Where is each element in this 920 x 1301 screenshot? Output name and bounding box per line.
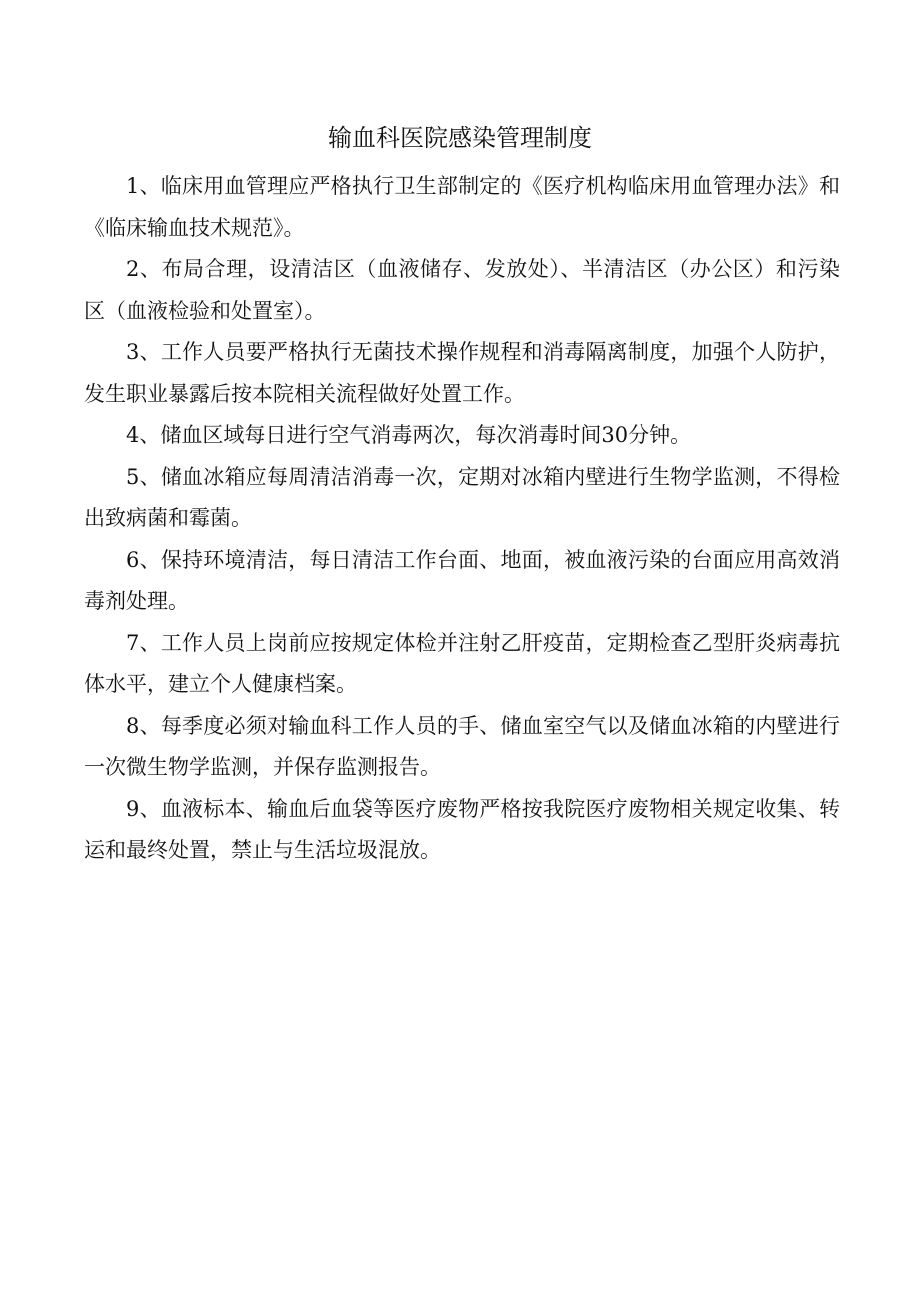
paragraph-8: 8、每季度必须对输血科工作人员的手、储血室空气以及储血冰箱的内壁进行一次微生物学监测，并保存监测报告。 [84,713,840,779]
paragraph-3: 3、工作人员要严格执行无菌技术操作规程和消毒隔离制度，加强个人防护，发生职业暴露后按本院相关流程做好处置工作。 [84,340,840,406]
paragraph-5: 5、储血冰箱应每周清洁消毒一次，定期对冰箱内壁进行生物学监测，不得检出致病菌和霉菌。 [84,464,840,530]
paragraph-6: 6、保持环境清洁，每日清洁工作台面、地面，被血液污染的台面应用高效消毒剂处理。 [84,547,840,613]
paragraph-1: 1、临床用血管理应严格执行卫生部制定的《医疗机构临床用血管理办法》和《临床输血技术规范》。 [84,174,840,240]
paragraph-4: 4、储血区域每日进行空气消毒两次，每次消毒时间30分钟。 [126,423,692,447]
paragraph-2: 2、布局合理，设清洁区（血液储存、发放处）、半清洁区（办公区）和污染区（血液检验和处置室）。 [84,257,840,323]
document-body [84,166,840,872]
paragraph-9: 9、血液标本、输血后血袋等医疗废物严格按我院医疗废物相关规定收集、转运和最终处置，禁止与生活垃圾混放。 [84,796,840,862]
paragraph-7: 7、工作人员上岗前应按规定体检并注射乙肝疫苗，定期检查乙型肝炎病毒抗体水平，建立个人健康档案。 [84,630,840,696]
document-title: 输血科医院感染管理制度 [328,124,592,152]
